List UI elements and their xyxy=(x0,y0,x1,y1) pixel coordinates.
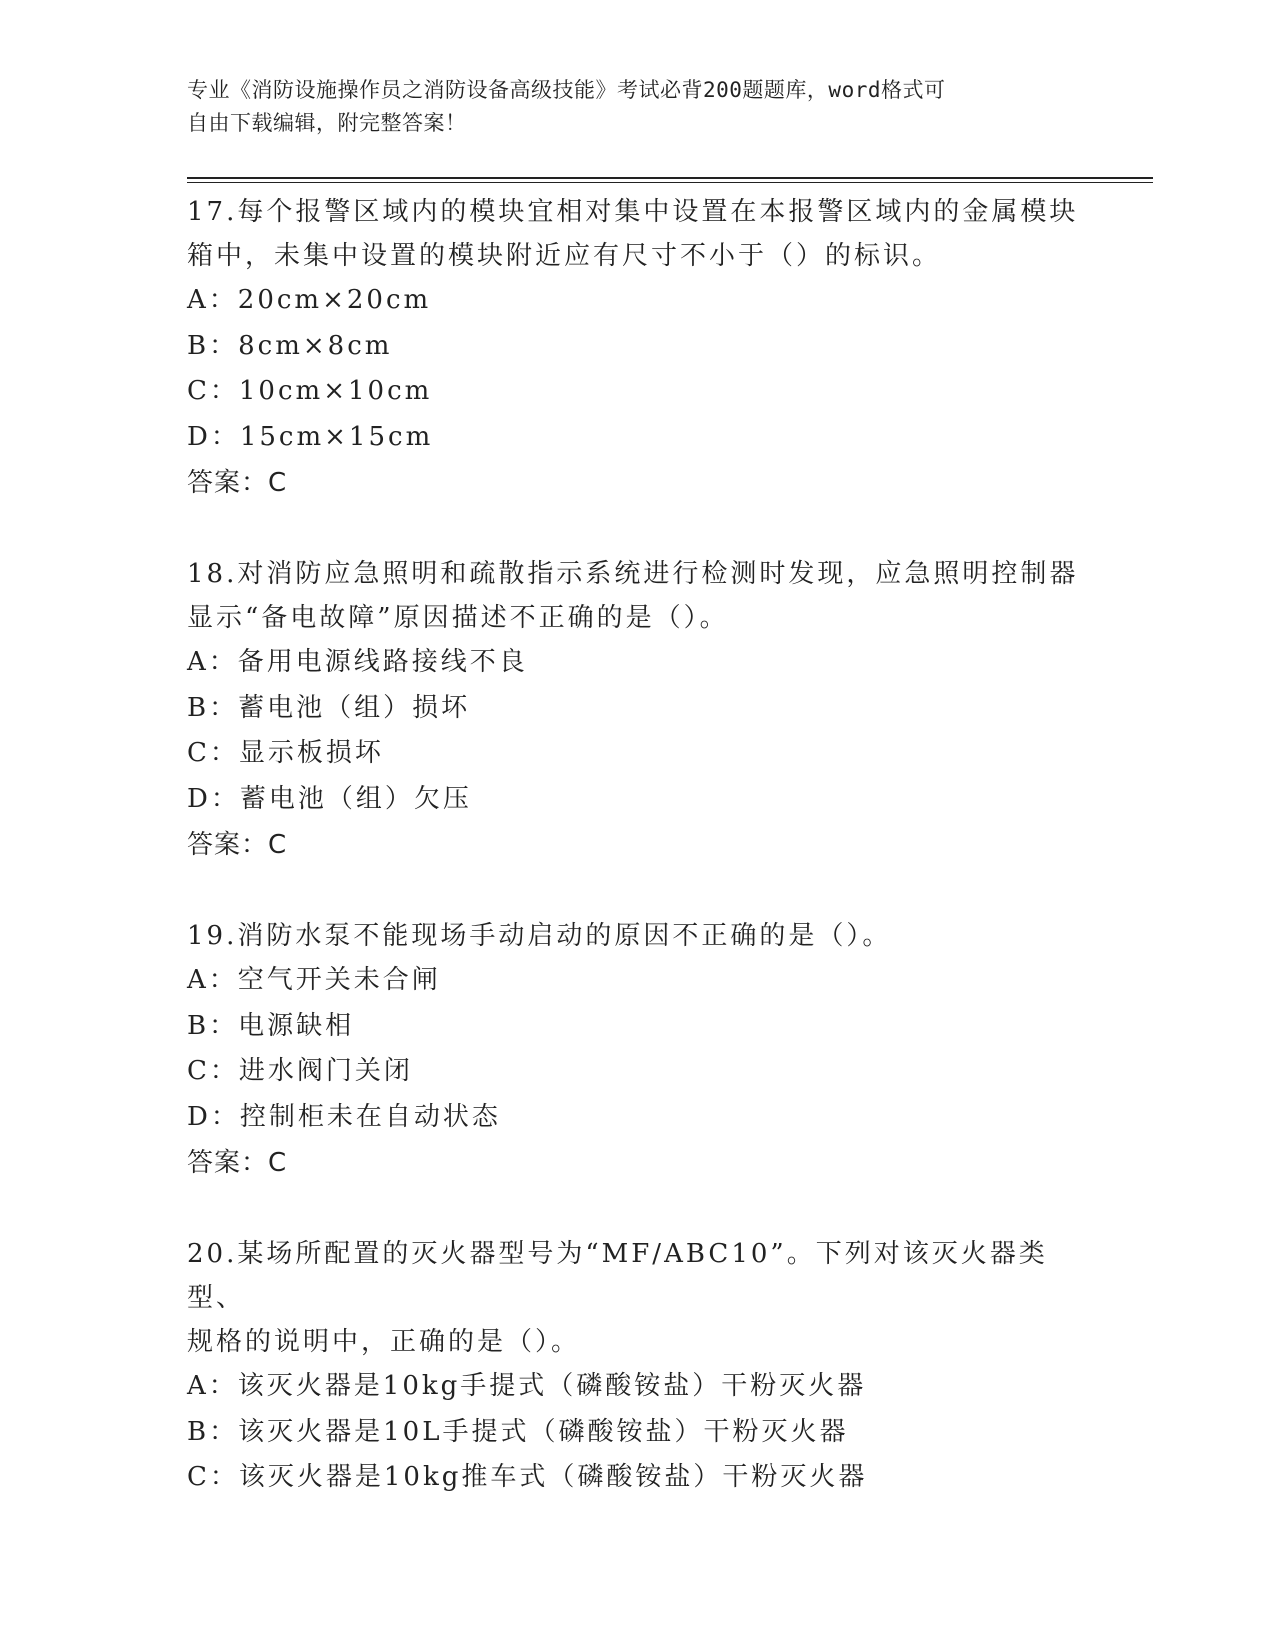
question-stem-line: 显示“备电故障”原因描述不正确的是（）。 xyxy=(187,603,729,633)
header-divider-thin xyxy=(187,182,1153,183)
document-header xyxy=(187,74,1067,140)
option-c: C：该灭火器是10kg推车式（磷酸铵盐）干粉灭火器 xyxy=(187,1462,868,1492)
question-20 xyxy=(187,1232,1087,1501)
option-b: B：该灭火器是10L手提式（磷酸铵盐）干粉灭火器 xyxy=(187,1416,849,1447)
question-stem-line: 19.消防水泵不能现场手动启动的原因不正确的是（）。 xyxy=(187,921,892,951)
question-17 xyxy=(187,190,1087,506)
option-a: A：20cm×20cm xyxy=(187,285,432,315)
header-divider-thick xyxy=(187,177,1153,179)
answer-text: 答案：C xyxy=(187,468,288,498)
question-18 xyxy=(187,552,1087,868)
header-line-2: 自由下载编辑，附完整答案！ xyxy=(187,111,467,135)
option-c: C：10cm×10cm xyxy=(187,376,433,406)
option-c: C：进水阀门关闭 xyxy=(187,1056,413,1086)
option-b: B：蓄电池（组）损坏 xyxy=(187,692,471,723)
option-b: B：电源缺相 xyxy=(187,1010,355,1041)
header-line-1: 专业《消防设施操作员之消防设备高级技能》考试必背200题题库，word格式可 xyxy=(187,78,946,102)
option-b: B：8cm×8cm xyxy=(187,330,393,361)
option-d: D：15cm×15cm xyxy=(187,421,434,452)
question-stem-line: 规格的说明中，正确的是（）。 xyxy=(187,1327,581,1357)
option-d: D：控制柜未在自动状态 xyxy=(187,1101,501,1132)
question-list xyxy=(187,190,1087,1547)
question-stem-line: 20.某场所配置的灭火器型号为“MF/ABC10”。下列对该灭火器类型、 xyxy=(187,1239,1048,1313)
answer-text: 答案：C xyxy=(187,1148,288,1178)
answer-text: 答案：C xyxy=(187,830,288,860)
option-d: D：蓄电池（组）欠压 xyxy=(187,783,472,814)
option-a: A：备用电源线路接线不良 xyxy=(187,647,528,677)
question-stem-line: 箱中，未集中设置的模块附近应有尺寸不小于（）的标识。 xyxy=(187,241,942,271)
question-stem-line: 18.对消防应急照明和疏散指示系统进行检测时发现，应急照明控制器 xyxy=(187,559,1079,589)
option-a: A：该灭火器是10kg手提式（磷酸铵盐）干粉灭火器 xyxy=(187,1371,867,1401)
question-stem-line: 17.每个报警区域内的模块宜相对集中设置在本报警区域内的金属模块 xyxy=(187,197,1079,227)
option-c: C：显示板损坏 xyxy=(187,738,384,768)
question-19 xyxy=(187,914,1087,1186)
option-a: A：空气开关未合闸 xyxy=(187,965,441,995)
